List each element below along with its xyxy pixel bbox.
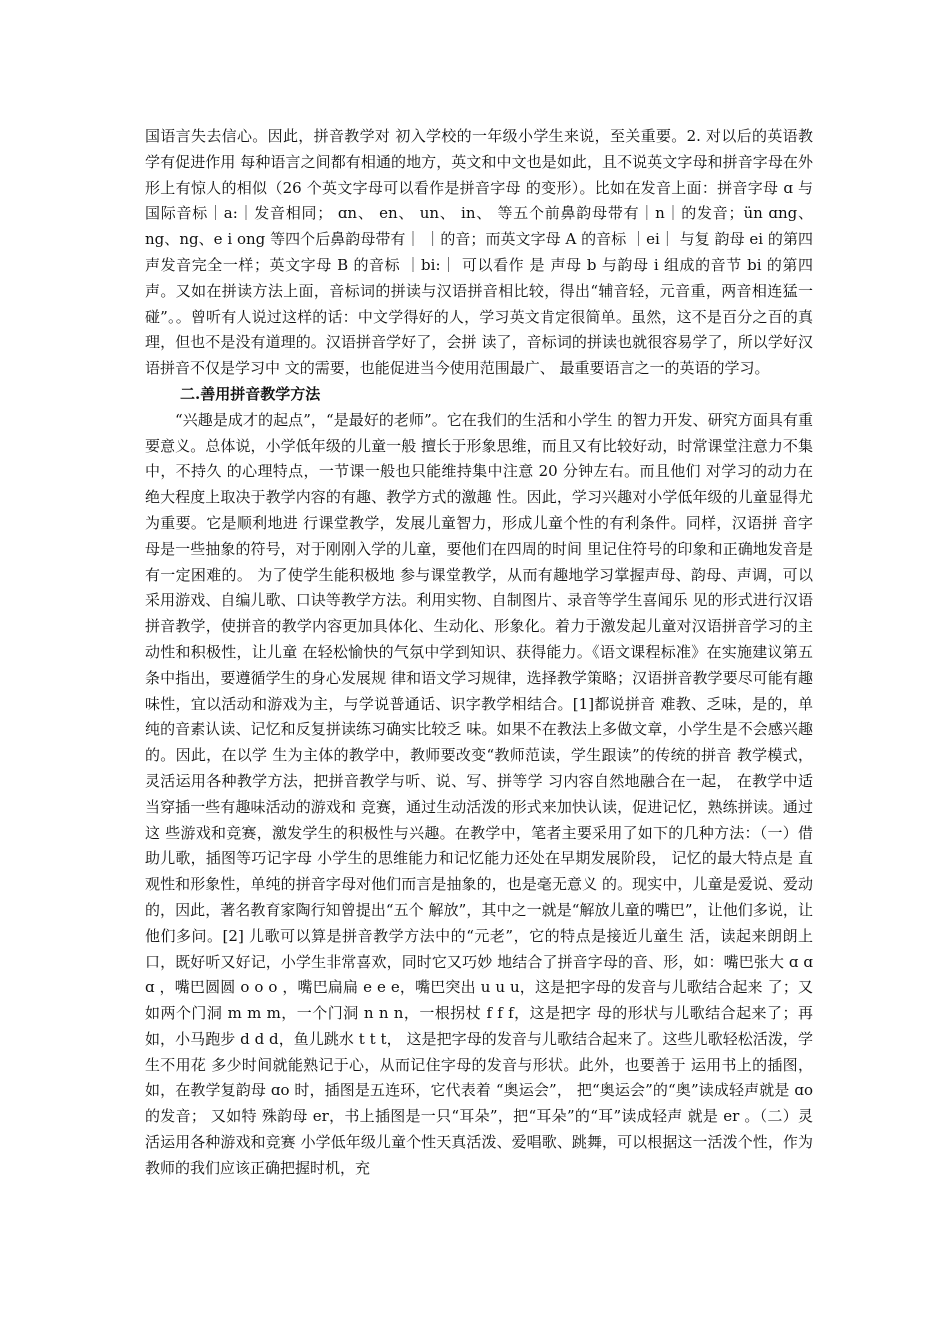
body-paragraph-2: “兴趣是成才的起点”，“是最好的老师”。它在我们的生活和小学生 的智力开发、研究方面具有重要意义。总体说，小学低年级的儿童一般 擅长于形象思维，而且又有比较好动，时常课堂注意力不集中，不持久 的心理特点，一节课一般也只能维持集中注意 20 分钟左右。而且他们 对学习的动力在绝大程度上取决于教学内容的有趣、教学方式的激趣 性。因此，学习兴趣对小学低年级的儿童显得尤为重要。它是顺利地进 行课堂教学，发展儿童智力，形成儿童个性的有利条件。同样，汉语拼 音字母是一些抽象的符号，对于刚刚入学的儿童，要他们在四周的时间 里记住符号的印象和正确地发音是有一定困难的。 为了使学生能积极地 参与课堂教学，从而有趣地学习掌握声母、韵母、声调，可以采用游戏、自编儿歌、口诀等教学方法。利用实物、自制图片、录音等学生喜闻乐 见的形式进行汉语拼音教学，使拼音的教学内容更加具体化、生动化、形象化。着力于激发起儿童对汉语拼音学习的主动性和积极性，让儿童 在轻松愉快的气氛中学到知识、获得能力。《语文课程标准》在实施建议第五条中指出，要遵循学生的身心发展规 律和语文学习规律，选择教学策略；汉语拼音教学要尽可能有趣味性，宜以活动和游戏为主，与学说普通话、识字教学相结合。[1]都说拼音 难教、乏味，是的，单纯的音素认读、记忆和反复拼读练习确实比较乏 味。如果不在教法上多做文章，小学生是不会感兴趣的。因此，在以学 生为主体的教学中，教师要改变“教师范读，学生跟读”的传统的拼音 教学模式，灵活运用各种教学方法，把拼音教学与听、说、写、拼等学 习内容自然地融合在一起， 在教学中适当穿插一些有趣味活动的游戏和 竞赛，通过生动活泼的形式来加快认读，促进记忆，熟练拼读。通过这 些游戏和竞赛，激发学生的积极性与兴趣。在教学中，笔者主要采用了如下的几种方法：（一）借助儿歌，插图等巧记字母 小学生的思维能力和记忆能力还处在早期发展阶段， 记忆的最大特点是 直观性和形象性，单纯的拼音字母对他们而言是抽象的，也是毫无意义 的。现实中，儿童是爱说、爱动的，因此，著名教育家陶行知曾提出“五个 解放”，其中之一就是“解放儿童的嘴巴”，让他们多说，让他们多问。[2] 儿歌可以算是拼音教学方法中的“元老”，它的特点是接近儿童生 活，读起来朗朗上口，既好听又好记，小学生非常喜欢，同时它又巧妙 地结合了拼音字母的音、形，如：嘴巴张大 ɑ ɑ ɑ ，嘴巴圆圆 o o o ，嘴巴扁扁 e e e，嘴巴突出 u u u，这是把字母的发音与儿歌结合起来 了；又如两个门洞 m m m，一个门洞 n n n，一根拐杖 f f f，这是把字 母的形状与儿歌结合起来了；再如，小马跑步 d d d，鱼儿跳水 t t t， 这是把字母的发音与儿歌结合起来了。这些儿歌轻松活泼，学生不用花 多少时间就能熟记于心，从而记住字母的发音与形状。此外，也要善于 运用书上的插图，如，在教学复韵母 ɑo 时，插图是五连环，它代表着 “奥运会”， 把“奥运会”的“奥”读成轻声就是 ɑo 的发音； 又如特 殊韵母 er，书上插图是一只“耳朵”，把“耳朵”的“耳”读成轻声 就是 er 。（二）灵活运用各种游戏和竞赛 小学低年级儿童个性天真活泼、爱唱歌、跳舞，可以根据这一活泼个性，作为教师的我们应该正确把握时机，充: [145, 410, 813, 1177]
section-heading: 二.善用拼音教学方法: [180, 384, 321, 403]
body-paragraph-1: 国语言失去信心。因此，拼音教学对 初入学校的一年级小学生来说，至关重要。2. 对以后的英语教学有促进作用 每种语言之间都有相通的地方，英文和中文也是如此，且不说英文字母和拼音字母在外形上有惊人的相似（26 个英文字母可以看作是拼音字母 的变形）。比如在发音上面：拼音字母 ɑ 与国际音标｜a:｜发音相同； ɑn、 en、 un、 in、 等五个前鼻韵母带有｜n｜的发音；ün ɑng、ng、ng、e i ong 等四个后鼻韵母带有｜ ｜的音；而英文字母 A 的音标 ｜ei｜ 与复 韵母 ei 的第四声发音完全一样；英文字母 B 的音标 ｜bi:｜ 可以看作 是 声母 b 与韵母 i 组成的音节 bi 的第四声。又如在拼读方法上面，音标词的拼读与汉语拼音相比较，得出“辅音轻，元音重，两音相连猛一碰”。。曾听有人说过这样的话：中文学得好的人，学习英文肯定很简单。虽然，这不是百分之百的真理，但也不是没有道理的。汉语拼音学好了，会拼 读了，音标词的拼读也就很容易学了，所以学好汉语拼音不仅是学习中 文的需要，也能促进当今使用范围最广、 最重要语言之一的英语的学习。: [145, 127, 814, 378]
document-page: [145, 124, 813, 1182]
